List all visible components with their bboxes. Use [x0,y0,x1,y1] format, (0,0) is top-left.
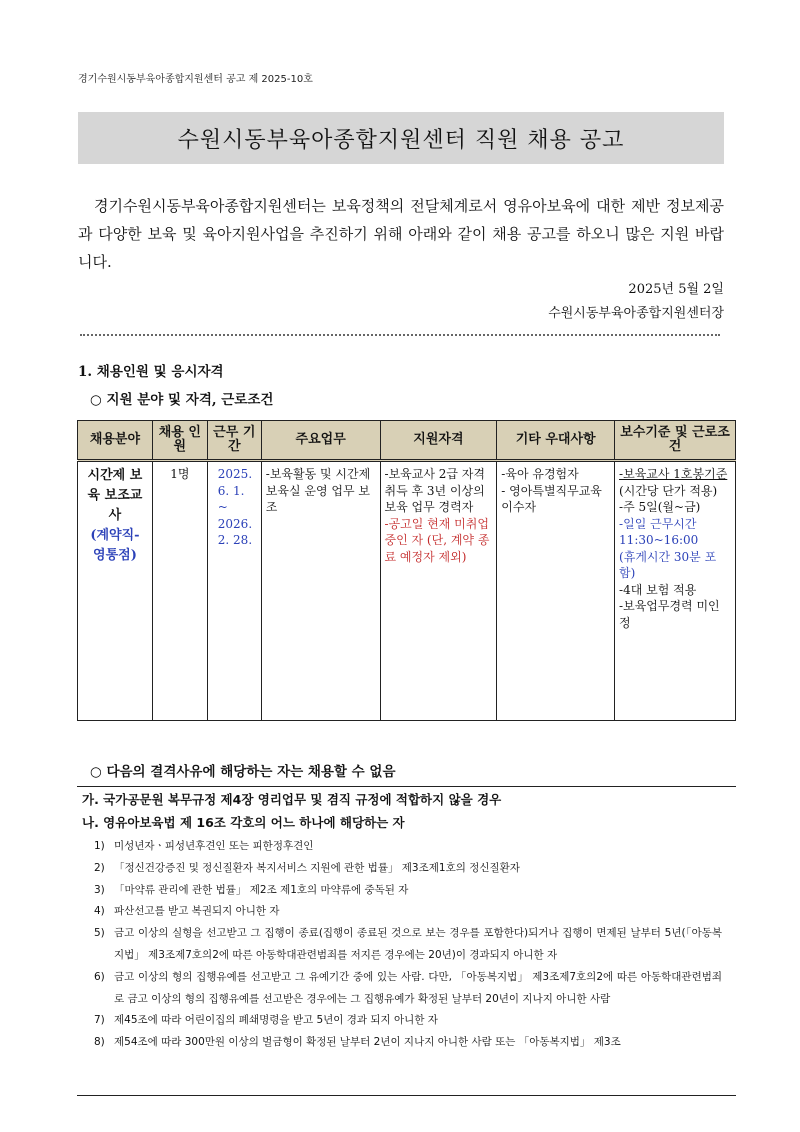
pay-5: -4대 보험 적용 [619,582,697,597]
disqualification-ga: 가. 국가공문원 복무규정 제4장 영리업무 및 겸직 규정에 적합하지 않을 경우 [82,792,502,807]
disqualification-list [94,836,722,1054]
cell-field [78,461,153,721]
page-title: 수원시동부육아종합지원센터 직원 채용 공고 [177,127,625,153]
section2-subheading: ○ 다음의 결격사유에 해당하는 자는 채용할 수 없음 [90,764,396,780]
disqualification-na: 나. 영유아보육법 제 16조 각호의 어느 하나에 해당하는 자 [82,815,405,830]
preference-1: -육아 유경험자 [501,467,579,481]
cell-pay [615,461,736,721]
pay-2: -주 5일(월~금) [619,500,701,514]
cell-count: 1명 [152,461,207,721]
list-item: 6) 금고 이상의 형의 집행유예를 선고받고 그 유예기간 중에 있는 사람. 다만, 「아동복지법」 제3조제7호의2에 따른 아동학대관련범죄로 금고 이상의 형의 집행유예를 선고받은 경우에는 그 집행유예가 확정된 날부터 20년이 지나지 아니한 사람 [94,970,722,1005]
dotted-divider [80,334,720,336]
pay-3: -일일 근무시간 11:30~16:00 [619,516,699,547]
document-number: 경기수원시동부육아종합지원센터 공고 제 2025-10호 [78,74,313,85]
pay-1-note: (시간당 단가 적용) [619,483,718,498]
cell-preference [497,461,615,721]
intro-paragraph [78,192,724,276]
cell-period: 2025. 6. 1. ~ 2026. 2. 28. [207,461,261,721]
section1-heading: 1. 채용인원 및 응시자격 [78,364,224,380]
list-item: 4) 파산선고를 받고 복권되지 아니한 자 [94,905,280,918]
list-item: 1) 미성년자ㆍ피성년후견인 또는 피한정후견인 [94,840,314,852]
qualification-2: -공고일 현재 미취업중인 자 (단, 계약 종료 예정자 제외) [384,516,490,564]
disqualification-top-rule [77,786,736,787]
pay-6: -보육업무경력 미인정 [619,599,720,630]
list-item: 2) 「정신건강증진 및 정신질환자 복지서비스 지원에 관한 법률」 제3조제1호의 정신질환자 [94,861,520,874]
header-qualification: 지원자격 [380,421,497,461]
header-count: 채용 인원 [152,421,207,461]
field-name: 시간제 보육 보조교사 [87,468,143,523]
table-header-row [78,421,736,461]
list-item: 7) 제45조에 따라 어린이집의 폐쇄명령을 받고 5년이 경과 되지 아니한 자 [94,1014,438,1027]
intro-text: 경기수원시동부육아종합지원센터는 보육정책의 전달체계로서 영유아보육에 대한 제반 정보제공과 다양한 보육 및 육아지원사업을 추진하기 위해 아래와 같이 채용 공고를 하오니 많은 지원 바랍니다. [78,197,724,271]
header-pay: 보수기준 및 근로조건 [615,421,736,461]
header-field: 채용분야 [78,421,153,461]
cell-duties: -보육활동 및 시간제 보육실 운영 업무 보조 [261,461,380,721]
pay-4: (휴게시간 30분 포함) [619,549,717,580]
preference-2: - 영아특별직무교육 이수자 [501,483,602,514]
cell-qualification [380,461,497,721]
header-preference: 기타 우대사항 [497,421,615,461]
list-item: 8) 제54조에 따라 300만원 이상의 벌금형이 확정된 날부터 2년이 지나지 아니한 사람 또는 「아동복지법」 제3조 [94,1036,621,1049]
header-duties: 주요업무 [261,421,380,461]
table-row [78,461,736,721]
list-item: 5) 금고 이상의 실형을 선고받고 그 집행이 종료(집행이 종료된 것으로 보는 경우를 포함한다)되거나 집행이 면제된 날부터 5년(「아동복지법」 제3조제7호의2에 따른 아동학대관련범죄를 저지른 경우에는 20년)이 경과되지 아니한 자 [94,927,722,961]
list-item: 3) 「마약류 관리에 관한 법률」 제2조 제1호의 마약류에 중독된 자 [94,883,409,896]
issuer-name: 수원시동부육아종합지원센터장 [548,306,724,321]
field-type: (계약직- 영통점) [90,528,140,563]
section1-subheading: ○ 지원 분야 및 자격, 근로조건 [90,392,274,408]
qualification-1: -보육교사 2급 자격 취득 후 3년 이상의 보육 업무 경력자 [384,467,485,514]
pay-1-base: -보육교사 1호봉기준 [619,467,728,481]
title-banner [78,112,724,164]
recruitment-table [77,420,736,721]
header-period: 근무 기간 [207,421,261,461]
announcement-date: 2025년 5월 2일 [628,282,724,297]
disqualification-bottom-rule [77,1095,736,1096]
pay-1 [619,466,731,499]
